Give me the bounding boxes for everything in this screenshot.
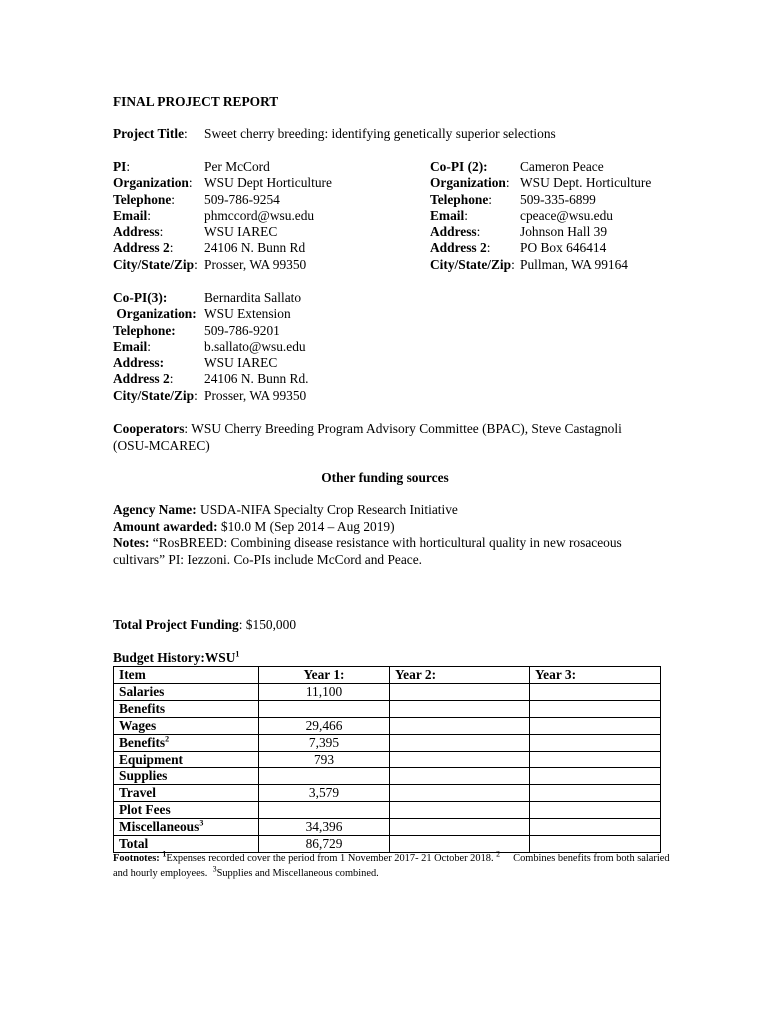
contact-label bbox=[113, 224, 204, 240]
budget-year2-cell bbox=[390, 700, 530, 717]
budget-item-label: Benefits bbox=[119, 700, 166, 716]
contact-value: WSU Extension bbox=[204, 306, 291, 322]
contact-row bbox=[113, 339, 309, 355]
contact-label-text: Address 2 bbox=[430, 240, 487, 256]
contact-value: WSU IAREC bbox=[204, 355, 278, 371]
total-funding-label: Total Project Funding bbox=[113, 617, 239, 632]
budget-row bbox=[114, 768, 661, 785]
header-item: Item bbox=[114, 667, 259, 684]
contact-value: Bernardita Sallato bbox=[204, 290, 302, 305]
contact-row bbox=[430, 175, 651, 191]
footnote-sup-3: 3 bbox=[212, 864, 217, 874]
budget-year2-cell bbox=[390, 819, 530, 836]
contact-label-colon: : bbox=[464, 207, 468, 223]
budget-row bbox=[114, 819, 661, 836]
footnote-sup-1: 1 bbox=[162, 849, 167, 859]
project-title-colon: : bbox=[184, 126, 188, 141]
contact-row bbox=[113, 240, 332, 256]
amount-awarded-value: $10.0 M (Sep 2014 – Aug 2019) bbox=[217, 519, 395, 534]
contact-label bbox=[113, 257, 204, 273]
contact-label bbox=[113, 371, 204, 387]
agency-name-line bbox=[113, 502, 458, 518]
contact-value: Prosser, WA 99350 bbox=[204, 387, 307, 403]
contact-label-text: Telephone: bbox=[113, 322, 176, 338]
contact-label bbox=[113, 240, 204, 256]
budget-year2-cell bbox=[390, 751, 530, 768]
contact-label bbox=[430, 192, 520, 208]
contact-label-text: Email bbox=[430, 207, 465, 223]
budget-item-footnote-sup: 2 bbox=[165, 734, 170, 744]
contact-label-colon: : bbox=[486, 240, 491, 256]
contact-label-text: Address 2 bbox=[113, 240, 170, 256]
header-year2: Year 2: bbox=[390, 667, 530, 684]
budget-item-cell bbox=[114, 717, 259, 734]
budget-item-label: Travel bbox=[119, 785, 156, 801]
footnotes bbox=[113, 851, 673, 881]
contact-row bbox=[113, 323, 309, 339]
budget-item-cell bbox=[114, 734, 259, 751]
contact-value: WSU Dept Horticulture bbox=[204, 175, 332, 191]
budget-year2-cell bbox=[390, 836, 530, 853]
contact-label bbox=[113, 306, 204, 322]
contact-value: PO Box 646414 bbox=[520, 240, 607, 256]
contact-label-colon: : bbox=[147, 338, 151, 354]
contact-label-text: City/State/Zip bbox=[113, 387, 195, 403]
budget-header-row bbox=[114, 667, 661, 684]
contact-value: phmccord@wsu.edu bbox=[204, 207, 315, 223]
contact-row bbox=[430, 208, 651, 224]
cooperators-label: Cooperators bbox=[113, 421, 185, 436]
budget-year3-cell bbox=[530, 683, 661, 700]
project-title-line bbox=[113, 126, 556, 142]
budget-row bbox=[114, 734, 661, 751]
budget-item-label: Total bbox=[119, 836, 149, 852]
footnote-text-3: Supplies and Miscellaneous combined. bbox=[216, 868, 379, 879]
budget-year3-cell bbox=[530, 751, 661, 768]
budget-item-cell bbox=[114, 785, 259, 802]
footnotes-label: Footnotes: bbox=[113, 853, 163, 864]
contact-label-colon: : bbox=[194, 256, 198, 272]
contact-row bbox=[430, 159, 651, 175]
contact-value: Pullman, WA 99164 bbox=[520, 256, 628, 272]
budget-item-label: Miscellaneous bbox=[119, 819, 200, 835]
contact-value: 509-335-6899 bbox=[520, 191, 596, 207]
budget-heading-sup: 1 bbox=[235, 649, 240, 659]
header-year3: Year 3: bbox=[530, 667, 661, 684]
contact-label-colon: : bbox=[505, 175, 510, 191]
budget-item-footnote-sup: 3 bbox=[199, 818, 204, 828]
agency-name-label: Agency Name: bbox=[113, 502, 197, 517]
amount-awarded-line bbox=[113, 519, 395, 535]
contact-label-colon: : bbox=[169, 371, 174, 387]
contact-label-text: Email bbox=[113, 338, 148, 354]
budget-item-cell bbox=[114, 683, 259, 700]
copi3-contact-block bbox=[113, 290, 309, 404]
budget-row bbox=[114, 802, 661, 819]
contact-row bbox=[113, 355, 309, 371]
budget-heading bbox=[113, 650, 239, 666]
copi2-contact-block bbox=[430, 159, 651, 273]
contact-label bbox=[430, 240, 520, 256]
budget-year1-cell bbox=[259, 768, 390, 785]
budget-row bbox=[114, 717, 661, 734]
contact-row bbox=[113, 388, 309, 404]
budget-item-cell bbox=[114, 700, 259, 717]
budget-row bbox=[114, 836, 661, 853]
contact-label-text: City/State/Zip bbox=[113, 256, 195, 272]
budget-year3-cell bbox=[530, 836, 661, 853]
budget-item-cell bbox=[114, 819, 259, 836]
contact-label bbox=[430, 159, 520, 175]
budget-item-label: Salaries bbox=[119, 683, 165, 699]
contact-label-colon: : bbox=[488, 191, 493, 207]
cooperators-line-2: (OSU-MCAREC) bbox=[113, 438, 210, 453]
contact-label-text: Email bbox=[113, 207, 148, 223]
budget-year2-cell bbox=[390, 683, 530, 700]
notes-line bbox=[113, 535, 622, 551]
notes-text: “RosBREED: Combining disease resistance with horticultural quality in new rosaceous bbox=[149, 535, 622, 550]
contact-label-text: Co-PI (2): bbox=[430, 159, 488, 174]
contact-value: Prosser, WA 99350 bbox=[204, 256, 307, 272]
contact-label bbox=[113, 323, 204, 339]
budget-row bbox=[114, 700, 661, 717]
budget-row bbox=[114, 785, 661, 802]
notes-line-2: cultivars” PI: Iezzoni. Co-PIs include McCord and Peace. bbox=[113, 552, 423, 567]
budget-year2-cell bbox=[390, 768, 530, 785]
total-funding-value: : $150,000 bbox=[238, 617, 297, 632]
contact-label bbox=[113, 339, 204, 355]
budget-year1-cell: 34,396 bbox=[259, 819, 390, 836]
other-funding-heading: Other funding sources bbox=[321, 470, 449, 485]
contact-label-text: Organization: bbox=[113, 306, 197, 322]
budget-year2-cell bbox=[390, 717, 530, 734]
budget-item-label: Supplies bbox=[119, 768, 168, 784]
budget-item-label: Wages bbox=[119, 717, 157, 733]
contact-value: WSU IAREC bbox=[204, 224, 278, 240]
contact-label bbox=[430, 175, 520, 191]
notes-label: Notes: bbox=[113, 535, 150, 550]
budget-year1-cell: 793 bbox=[259, 751, 390, 768]
contact-label bbox=[113, 388, 204, 404]
budget-year3-cell bbox=[530, 819, 661, 836]
budget-year3-cell bbox=[530, 785, 661, 802]
budget-row bbox=[114, 751, 661, 768]
contact-label-text: Address bbox=[430, 224, 477, 240]
contact-label bbox=[113, 355, 204, 371]
budget-heading-text: Budget History:WSU bbox=[113, 650, 236, 665]
contact-row bbox=[113, 290, 309, 306]
budget-year1-cell bbox=[259, 802, 390, 819]
contact-value: Cameron Peace bbox=[520, 159, 604, 174]
budget-item-cell bbox=[114, 802, 259, 819]
budget-row bbox=[114, 683, 661, 700]
contact-label bbox=[113, 159, 204, 175]
contact-label-colon: : bbox=[169, 240, 174, 256]
budget-item-label: Equipment bbox=[119, 751, 183, 767]
contact-label bbox=[113, 192, 204, 208]
contact-row bbox=[113, 175, 332, 191]
budget-year3-cell bbox=[530, 802, 661, 819]
contact-label bbox=[113, 290, 204, 306]
budget-item-label: Benefits bbox=[119, 734, 166, 750]
contact-label bbox=[430, 224, 520, 240]
contact-row bbox=[113, 159, 332, 175]
budget-year3-cell bbox=[530, 734, 661, 751]
budget-year1-cell: 29,466 bbox=[259, 717, 390, 734]
contact-row bbox=[113, 208, 332, 224]
contact-row bbox=[430, 240, 651, 256]
contact-value: cpeace@wsu.edu bbox=[520, 207, 614, 223]
contact-value: 509-786-9201 bbox=[204, 322, 280, 338]
contact-row bbox=[430, 224, 651, 240]
contact-label-text: Address bbox=[113, 224, 160, 240]
contact-value: WSU Dept. Horticulture bbox=[520, 175, 652, 191]
contact-label-text: Address 2 bbox=[113, 371, 170, 387]
contact-row bbox=[113, 306, 309, 322]
budget-year1-cell: 7,395 bbox=[259, 734, 390, 751]
budget-year2-cell bbox=[390, 802, 530, 819]
contact-label-text: Address: bbox=[113, 355, 165, 371]
contact-label bbox=[113, 175, 204, 191]
contact-value: Johnson Hall 39 bbox=[520, 224, 608, 240]
contact-label-colon: : bbox=[147, 207, 151, 223]
contact-label bbox=[113, 208, 204, 224]
contact-label-text: Organization bbox=[430, 175, 506, 191]
contact-row bbox=[430, 257, 651, 273]
cooperators-text: : WSU Cherry Breeding Program Advisory Committee (BPAC), Steve Castagnoli bbox=[184, 421, 622, 436]
budget-year2-cell bbox=[390, 734, 530, 751]
amount-awarded-label: Amount awarded: bbox=[113, 519, 218, 534]
contact-value: 509-786-9254 bbox=[204, 191, 280, 207]
budget-item-label: Plot Fees bbox=[119, 802, 171, 818]
budget-year1-cell bbox=[259, 700, 390, 717]
footnote-sup-2: 2 bbox=[496, 849, 501, 859]
footnote-text-1: Expenses recorded cover the period from 1 November 2017- 21 October 2018. bbox=[166, 853, 497, 864]
contact-value: 24106 N. Bunn Rd. bbox=[204, 371, 309, 387]
cooperators-line bbox=[113, 421, 622, 437]
project-title-label: Project Title bbox=[113, 126, 185, 141]
contact-label-colon: : bbox=[194, 387, 198, 403]
budget-year3-cell bbox=[530, 717, 661, 734]
contact-value: 24106 N. Bunn Rd bbox=[204, 240, 306, 256]
contact-label bbox=[430, 257, 520, 273]
budget-table bbox=[113, 666, 661, 853]
contact-label-colon: : bbox=[188, 175, 193, 191]
contact-row bbox=[113, 257, 332, 273]
contact-label-text: Telephone bbox=[113, 191, 172, 207]
contact-row bbox=[113, 192, 332, 208]
contact-label-text: Telephone bbox=[430, 191, 489, 207]
contact-label-text: Co-PI(3): bbox=[113, 290, 168, 305]
contact-label-colon: : bbox=[171, 191, 176, 207]
header-year1: Year 1: bbox=[259, 667, 390, 684]
agency-name-value: USDA-NIFA Specialty Crop Research Initiative bbox=[196, 502, 458, 517]
contact-label-text: PI bbox=[113, 159, 127, 174]
contact-label-text: Organization bbox=[113, 175, 189, 191]
contact-label bbox=[430, 208, 520, 224]
budget-item-cell bbox=[114, 751, 259, 768]
budget-year1-cell: 11,100 bbox=[259, 683, 390, 700]
budget-item-cell bbox=[114, 836, 259, 853]
budget-year1-cell: 3,579 bbox=[259, 785, 390, 802]
project-title-value: Sweet cherry breeding: identifying genetically superior selections bbox=[204, 126, 556, 141]
budget-year3-cell bbox=[530, 700, 661, 717]
contact-value: Per McCord bbox=[204, 159, 270, 174]
budget-year1-cell: 86,729 bbox=[259, 836, 390, 853]
contact-label-text: City/State/Zip bbox=[430, 256, 512, 272]
contact-label-colon: : bbox=[476, 224, 481, 240]
pi-contact-block bbox=[113, 159, 332, 273]
budget-item-cell bbox=[114, 768, 259, 785]
contact-row bbox=[113, 371, 309, 387]
report-title: FINAL PROJECT REPORT bbox=[113, 94, 279, 109]
contact-value: b.sallato@wsu.edu bbox=[204, 338, 306, 354]
contact-row bbox=[430, 192, 651, 208]
budget-year2-cell bbox=[390, 785, 530, 802]
total-funding-line bbox=[113, 617, 296, 633]
contact-row bbox=[113, 224, 332, 240]
budget-year3-cell bbox=[530, 768, 661, 785]
footnote-text-2: Combines benefits from both salaried and hourly employees. bbox=[113, 853, 673, 879]
contact-label-colon: : bbox=[159, 224, 164, 240]
contact-label-colon: : bbox=[511, 256, 515, 272]
contact-label-colon: : bbox=[126, 159, 131, 174]
